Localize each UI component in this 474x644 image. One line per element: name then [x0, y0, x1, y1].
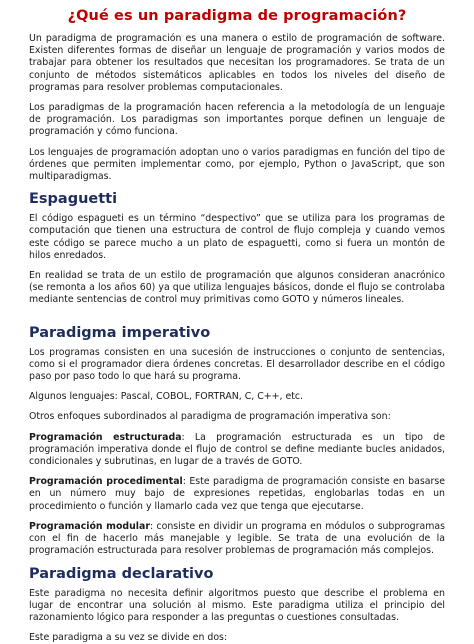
section-heading-imperativo: Paradigma imperativo — [29, 324, 211, 341]
estructurada-text: : La programación estructurada es un tipo de programación imperativa donde el flujo de control se define mediante bucles anidados, condicionales y subrutinas, en lugar de a través de GOTO. — [29, 431, 445, 468]
estructurada-label: Programación estructurada — [29, 431, 182, 443]
modular-paragraph — [29, 521, 445, 558]
procedimental-text: : Este paradigma de programación consiste en basarse en un número muy bajo de expresiones repetidas, englobarlas todas en un procedimiento o función y llamarlo cada vez que tenga que ejecutarse. — [29, 476, 446, 512]
modular-text: : consiste en dividir un programa en módulos o subprogramas con el fin de hacerlo más manejable y legible. Se trata de una evolución de la programación estructurada para resolver problemas de programación más complejos. — [29, 520, 445, 557]
section-heading-espaguetti: Espaguetti — [29, 191, 118, 208]
modular-label: Programación modular — [29, 520, 150, 532]
imperativo-languages: Algunos lenguajes: Pascal, COBOL, FORTRAN, C, C++, etc. — [29, 391, 304, 403]
section-heading-declarativo: Paradigma declarativo — [29, 565, 214, 582]
declarativo-paragraph-1: Este paradigma no necesita definir algoritmos puesto que describe el problema en lugar de encontrar una solución al mismo. Este paradigma utiliza el principio del razonamiento lógico para responder a las preguntas o cuestiones consultadas. — [29, 587, 445, 623]
imperativo-paragraph-3: Otros enfoques subordinados al paradigma de programación imperativa son: — [29, 411, 391, 423]
imperativo-paragraph-1: Los programas consisten en una sucesión de instrucciones o conjunto de sentencias, como si el programador diera órdenes concretas. El desarrollador describe en el código paso por paso todo lo que hará su programa. — [29, 346, 445, 383]
espaguetti-paragraph-1: El código espagueti es un término “despectivo” que se utiliza para los programas de computación que tienen una estructura de control de flujo compleja y cuando vemos este código se parece mucho a un plato de espaguetti, como si fuera un montón de hilos enredados. — [29, 213, 445, 261]
procedimental-paragraph — [29, 476, 445, 513]
page-title: ¿Qué es un paradigma de programación? — [67, 8, 407, 24]
estructurada-paragraph — [29, 432, 445, 469]
declarativo-paragraph-2: Este paradigma a su vez se divide en dos: — [29, 632, 228, 644]
intro-paragraph-2: Los paradigmas de la programación hacen referencia a la metodología de un lenguaje de programación. Los paradigmas son importantes porque definen un lenguaje de programación y cómo funciona. — [29, 102, 445, 138]
espaguetti-paragraph-2: En realidad se trata de un estilo de programación que algunos consideran anacrónico (se remonta a los años 60) ya que utiliza lenguajes básicos, donde el flujo se controlaba mediante sentencias de control muy primitivas como GOTO y números lineales. — [29, 270, 445, 306]
intro-paragraph-3: Los lenguajes de programación adoptan uno o varios paradigmas en función del tipo de órdenes que permiten implementar como, por ejemplo, Python o JavaScript, que son multiparadigmas. — [29, 146, 445, 183]
procedimental-label: Programación procedimental — [29, 476, 183, 488]
intro-paragraph-1: Un paradigma de programación es una manera o estilo de programación de software. Existen diferentes formas de diseñar un lenguaje de programación y varios modos de trabajar para obtener los resultados que necesitan los programadores. Se trata de un conjunto de métodos sistemáticos aplicables en todos los niveles del diseño de programas para resolver problemas computacionales. — [29, 33, 445, 93]
